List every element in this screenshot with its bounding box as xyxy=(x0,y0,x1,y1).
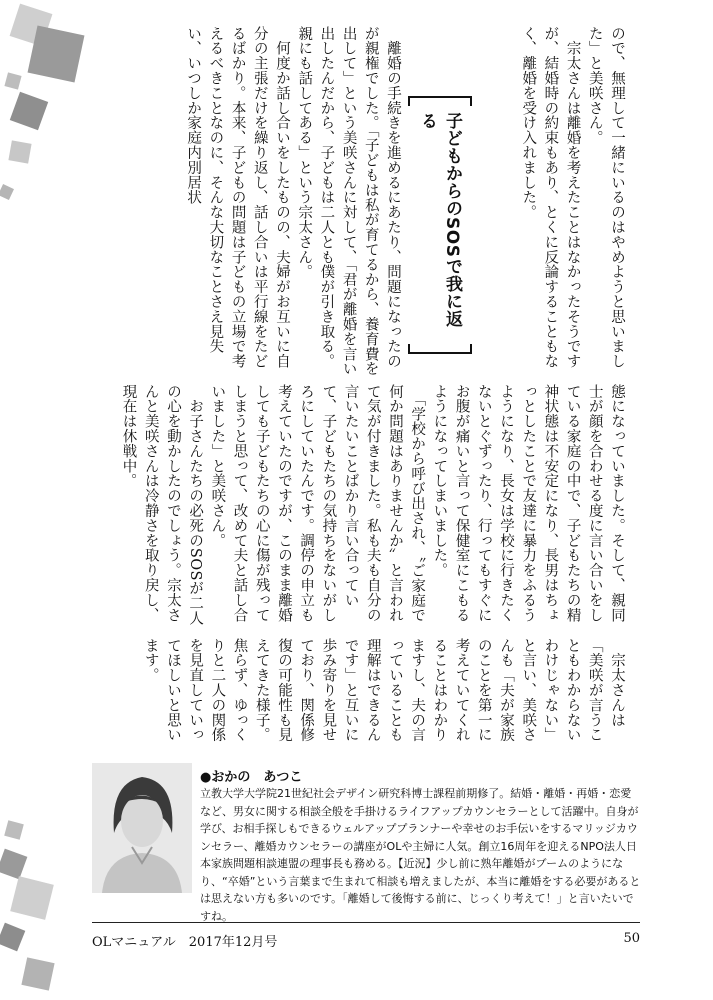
author-bio: 立教大学大学院21世紀社会デザイン研究科博士課程前期修了。結婚・離婚・再婚・恋愛など、男女に関する相談全般を手掛けるライフアップカウンセラーとして活躍中。自身が学び、お相手探しもできるウェルアッププランナーや幸せのお手伝いをするマリッジカウンセラー、離婚カウンセラーの講座がOLや主婦に人気。創立16周年を迎えるNPO法人日本家族問題相談連盟の理事長も務める。【近況】少し前に熟年離婚がブームのようになり、“卒婚”という言葉まで生まれて相談も増えましたが、本当に離婚をする必要があるとは思えない方も多いのです。「離婚して後悔する前に、じっくり考えて！」と言いたいですね。 xyxy=(200,787,641,923)
decorative-square xyxy=(0,923,25,952)
section-heading-box xyxy=(408,96,472,354)
heading-bracket-top xyxy=(408,96,472,106)
article-column-middle: 態になっていました。そして、親同士が顔を合わせる度に言い合いをしている家庭の中で、子どもたちの精神状態は不安定になり、長男はちょっとしたことで友達に暴力をふるうようになり、長女は学校に行きたくないとぐずったり、行ってもすぐにお腹が痛いと言って保健室にこもるようになってしまいました。 「学校から呼び出され、〝ご家庭で何か問題はありませんか〟と言われて気が付きました。私も夫も自分の言いたいことばかり言い合っていて、子どもたちの気持ちをないがしろにしていたんです。調停の申立も考えていたのですが、このまま離婚しても子どもたちの心に傷が残ってしまうと思って、改めて夫と話し合いました」と美咲さん。 お子さんたちの必死のSOSが二人の心を動かしたのでしょう。宗太さんと美咲さんは冷静さを取り戻し、現在は休戦中。 xyxy=(120,384,625,626)
footer-divider xyxy=(92,922,640,923)
decorative-square xyxy=(0,184,14,200)
author-photo xyxy=(92,763,192,893)
heading-bracket-bottom xyxy=(408,344,472,354)
decorative-square xyxy=(0,849,27,880)
decorative-square xyxy=(4,72,21,89)
decorative-square xyxy=(21,957,54,990)
decorative-square xyxy=(10,876,54,920)
decorative-square xyxy=(10,92,48,130)
author-name: ●おかの あつこ xyxy=(200,770,303,785)
decorative-square xyxy=(4,820,24,840)
decorative-square xyxy=(8,140,31,163)
article-column-top-right: ので、無理して一緒にいるのはやめようと思いました」と美咲さん。 宗太さんは離婚を考えたことはなかったそうですが、結婚時の約束もあり、とくに反論することもなく、離婚を受け入れました。 xyxy=(520,26,625,369)
page-number: 50 xyxy=(623,931,640,946)
section-heading: 子どもからのSOSで我に返る xyxy=(417,112,462,328)
publication-name: OLマニュアル 2017年12月号 xyxy=(92,935,278,950)
decorative-square xyxy=(28,26,85,83)
article-column-top-left: 離婚の手続きを進めるにあたり、問題になったのが親権でした。「子どもは私が育てるから、養育費を出して」という美咲さんに対して、「君が離婚を言い出したんだから、子どもは二人とも僕が引き取る。親にも話してある」という宗太さん。 何度か話し合いをしたものの、夫婦がお互いに自分の主張だけを繰り返し、話し合いは平行線をたどるばかり。本来、子どもの問題は子どもの立場で考えるべきことなのに、そんな大切なことさえ見失い、いつしか家庭内別居状 xyxy=(185,26,401,377)
author-portrait-icon xyxy=(92,763,192,893)
article-column-bottom-left: 宗太さんは「美咲が言うこともわからないわけじゃない」と言い、美咲さんも「夫が家族のことを第一に考えていてくれることはわかりますし、夫の言っていることも理解はできるんです」と互いに歩み寄りを見せており、関係修復の可能性も見えてきた様子。焦らず、ゆっくりと二人の関係を見直していってほしいと思います。 xyxy=(142,638,625,743)
